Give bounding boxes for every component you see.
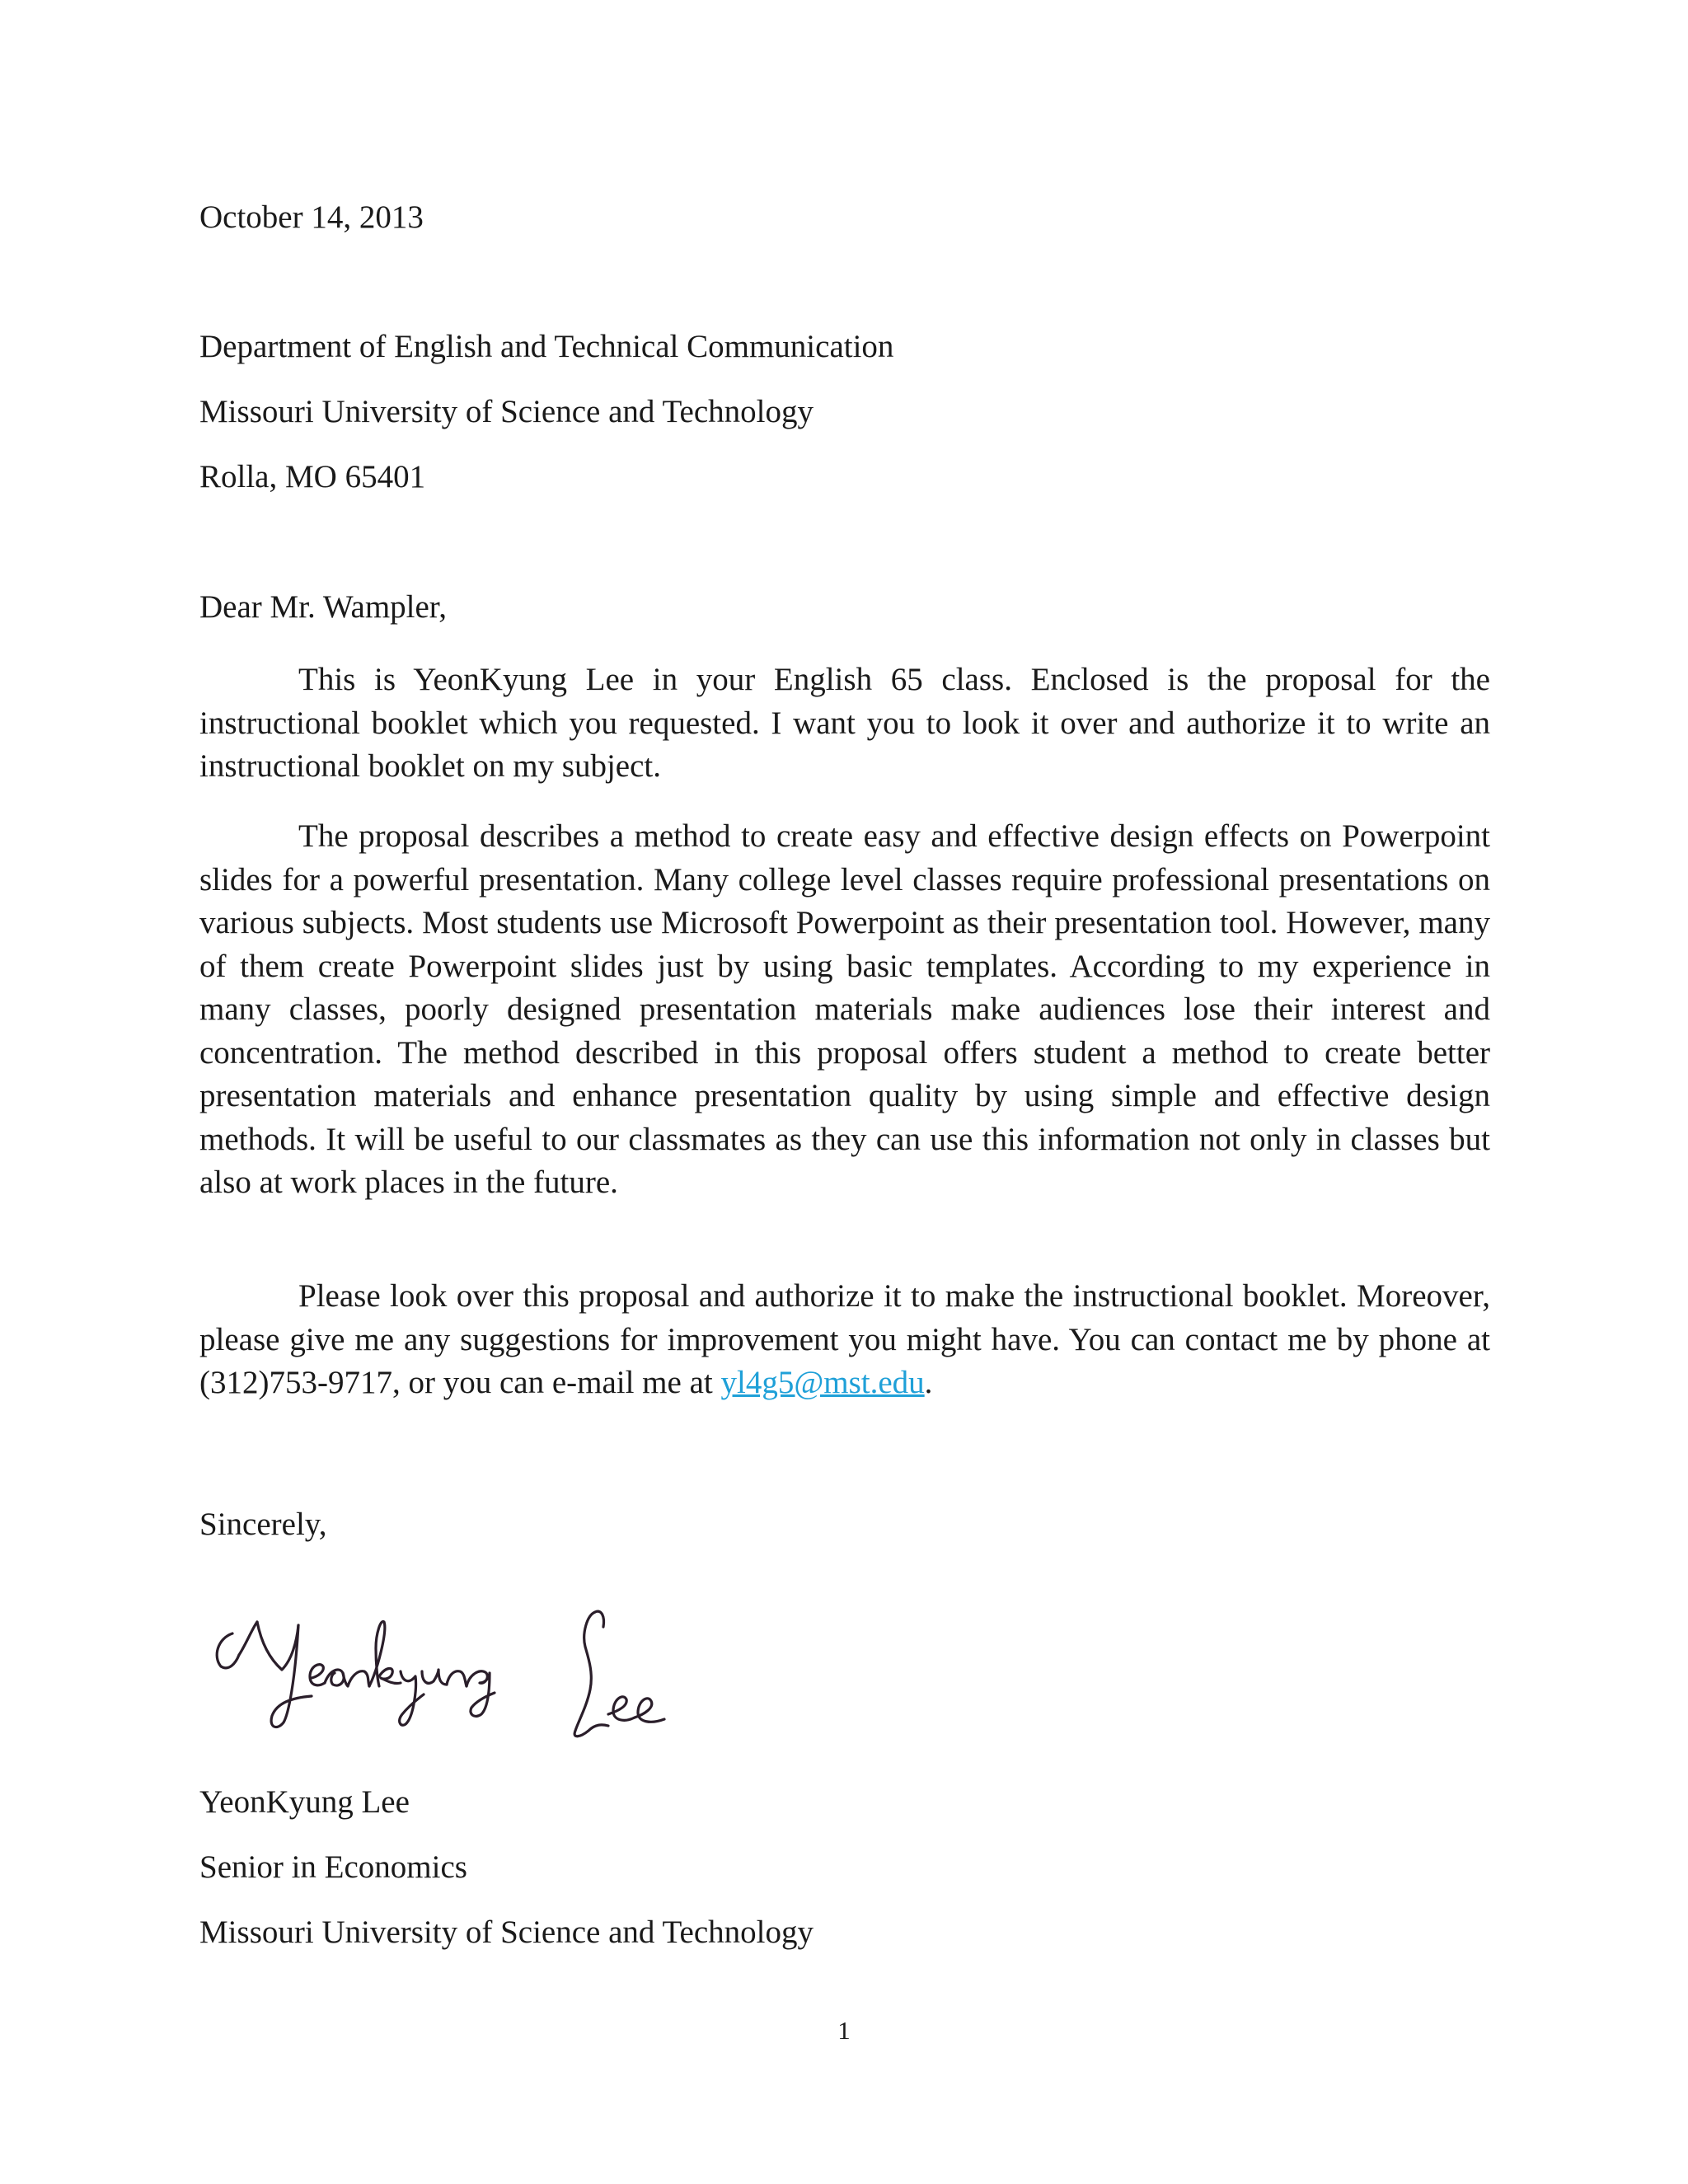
- recipient-department: Department of English and Technical Communication: [199, 329, 894, 364]
- body-paragraph-2: The proposal describes a method to create easy and effective design effects on Powerpoint slides for a powerful presentation. Many college level classes require professional presentations on various subjects. Most students use Microsoft Powerpoint as their presentation tool. However, many of them create Powerpoint slides just by using basic templates. According to my experience in many classes, poorly designed presentation materials make audiences lose their interest and concentration. The method described in this proposal offers student a method to create better presentation materials and enhance presentation quality by using simple and effective design methods. It will be useful to our classmates as they can use this information not only in classes but also at work places in the future.: [199, 818, 1490, 1200]
- sender-name: YeonKyung Lee: [199, 1784, 410, 1820]
- body-paragraph-3: [199, 1275, 1490, 1405]
- email-link[interactable]: yl4g5@mst.edu: [720, 1365, 925, 1400]
- signature-image: [206, 1591, 750, 1755]
- salutation: Dear Mr. Wampler,: [199, 589, 447, 625]
- closing: Sincerely,: [199, 1507, 327, 1542]
- recipient-city: Rolla, MO 65401: [199, 459, 426, 494]
- closing-paragraph-text: Please look over this proposal and authorize it to make the instructional booklet. Moreover, please give me any suggestions for improvement you might have. You can contact me by phone at (312)753-9717, or you can e-mail me at: [199, 1278, 1490, 1400]
- sender-title: Senior in Economics: [199, 1849, 467, 1885]
- sender-university: Missouri University of Science and Technology: [199, 1915, 814, 1950]
- letter-date: October 14, 2013: [199, 199, 424, 235]
- recipient-university: Missouri University of Science and Technology: [199, 394, 814, 429]
- body-paragraph-1: This is YeonKyung Lee in your English 65 class. Enclosed is the proposal for the instructional booklet which you requested. I want you to look it over and authorize it to write an instructional booklet on my subject.: [199, 662, 1490, 784]
- closing-paragraph-end: .: [924, 1365, 933, 1400]
- page-number: 1: [837, 2016, 851, 2045]
